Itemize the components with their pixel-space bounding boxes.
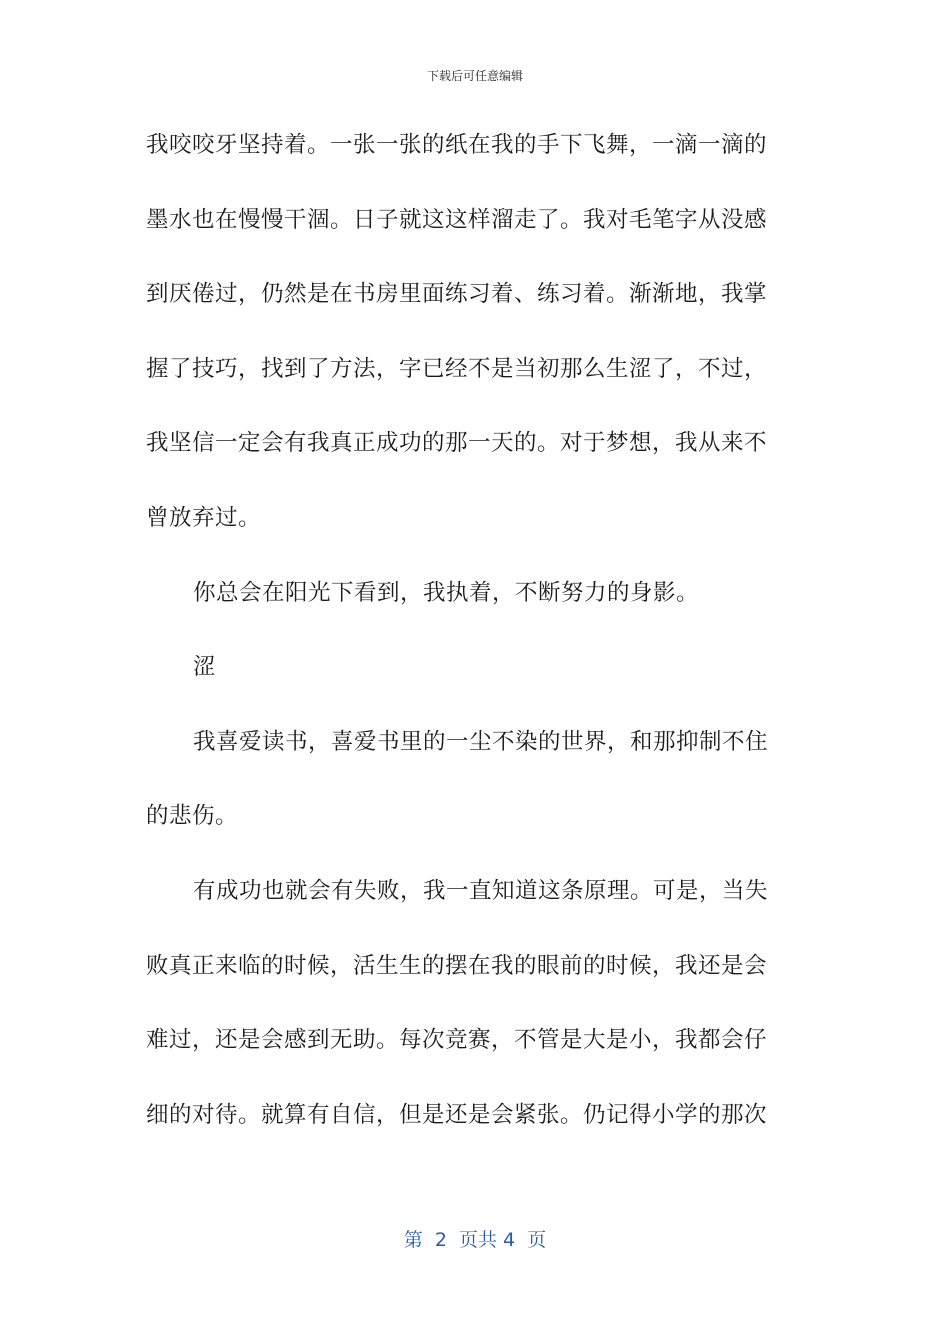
text-line: 我咬咬牙坚持着。一张一张的纸在我的手下飞舞，一滴一滴的: [146, 132, 768, 158]
text-line: 握了技巧，找到了方法，字已经不是当初那么生涩了，不过，: [146, 355, 768, 382]
text-line: 墨水也在慢慢干涸。日子就这这样溜走了。我对毛笔字从没感: [146, 206, 768, 233]
page-number: 第 2 页共 4 页: [403, 1229, 547, 1251]
paragraph-start-line: 你总会在阳光下看到，我执着，不断努力的身影。: [193, 579, 700, 606]
text-line: 曾放弃过。: [146, 504, 262, 531]
text-line: 细的对待。就算有自信，但是还是会紧张。仍记得小学的那次: [146, 1101, 768, 1128]
text-line: 的悲伤。: [146, 803, 239, 830]
section-heading: 涩: [193, 654, 217, 681]
text-line: 我坚信一定会有我真正成功的那一天的。对于梦想，我从来不: [146, 430, 768, 457]
document-body: [146, 122, 792, 1166]
text-line: 到厌倦过，仍然是在书房里面练习着、练习着。渐渐地，我掌: [146, 281, 768, 308]
text-line: 难过，还是会感到无助。每次竞赛，不管是大是小，我都会仔: [146, 1027, 768, 1054]
paragraph-start-line: 有成功也就会有失败，我一直知道这条原理。可是，当失: [193, 877, 769, 904]
header-note: 下载后可任意编辑: [426, 69, 523, 83]
paragraph-start-line: 我喜爱读书，喜爱书里的一尘不染的世界，和那抑制不住: [193, 728, 769, 755]
text-line: 败真正来临的时候，活生生的摆在我的眼前的时候，我还是会: [146, 952, 768, 979]
